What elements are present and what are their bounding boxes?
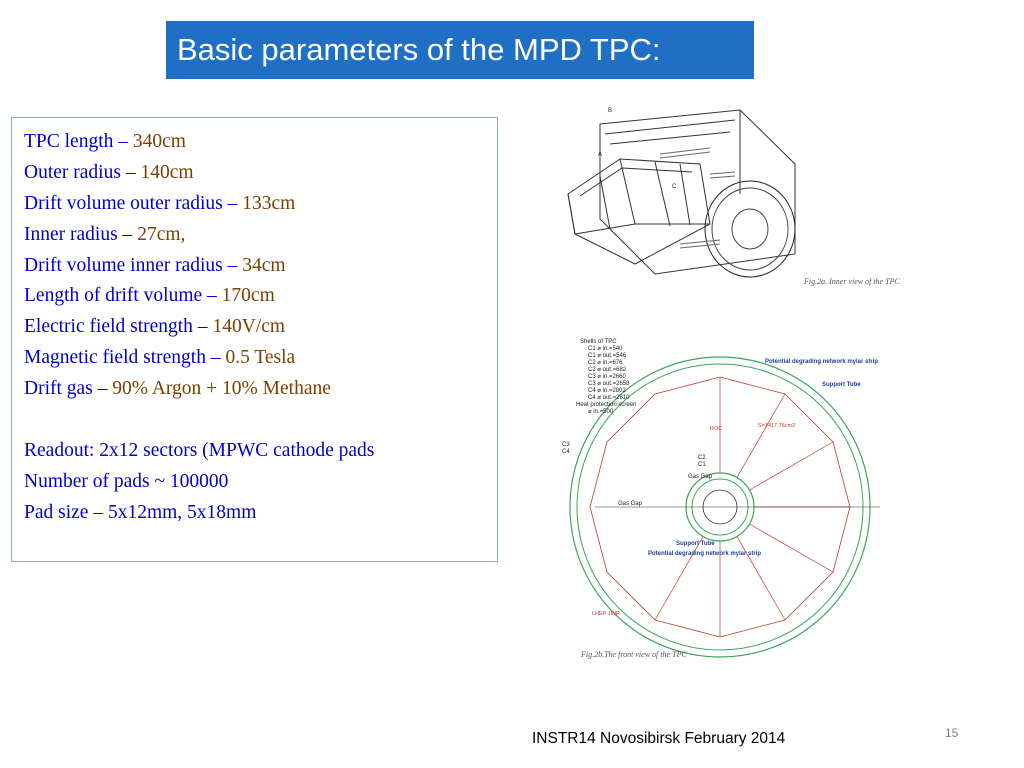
mylar-strip-top-label: Potential degrading network mylar strip: [765, 359, 879, 365]
param-label: Length of drift volume –: [24, 285, 222, 307]
figure-front-caption: Fig.2b.The front view of the TPC: [581, 650, 687, 659]
readout-line: Pad size – 5x12mm, 5x18mm: [24, 501, 257, 523]
param-label: Electric field strength –: [24, 316, 213, 338]
label-c: C: [672, 184, 677, 190]
tpc-inner-view-drawing: [560, 104, 930, 294]
shells-legend-10: ⌀ in.=500: [588, 409, 614, 415]
c1-label: C1: [698, 462, 706, 468]
c4-label: C4: [562, 449, 570, 455]
shells-legend-5: C3 ⌀ in.=2660: [588, 374, 626, 380]
param-value: 140V/cm: [212, 316, 286, 338]
param-value: 133cm: [242, 192, 296, 214]
param-line: [24, 312, 497, 343]
param-label: TPC length –: [24, 131, 133, 152]
gas-gap-inner-label: Gas Gap: [688, 474, 713, 480]
slide-number: 15: [945, 726, 959, 740]
shells-legend-0: Shells of TPC: [580, 339, 617, 345]
param-line: [24, 220, 497, 251]
label-a: A: [598, 152, 603, 158]
shells-legend-3: C2 ⌀ in.=676: [588, 360, 623, 366]
shells-legend-7: C4 ⌀ in.=2802: [588, 388, 626, 394]
param-label: Outer radius –: [24, 161, 141, 183]
param-line: [24, 251, 497, 282]
area-label: S=3417.76cm2: [758, 423, 796, 429]
support-tube-top-label: Support Tube: [822, 382, 861, 388]
shells-legend-4: C2 ⌀ out.=682: [588, 367, 627, 373]
param-value: 170cm: [221, 285, 275, 307]
gas-gap-outer-label: Gas Gap: [618, 501, 643, 507]
lhep-label: LHEP JINR: [592, 611, 621, 617]
tpc-inner-view-figure: [560, 104, 930, 294]
param-line: [24, 127, 497, 158]
shells-legend-8: C4 ⌀ out.=2810: [588, 395, 630, 401]
readout-line: Readout: 2x12 sectors (MPWC cathode pads: [24, 439, 375, 461]
c2-label: C2: [698, 455, 706, 461]
footer-text: INSTR14 Novosibirsk February 2014: [532, 730, 786, 747]
param-label: Magnetic field strength –: [24, 347, 226, 369]
support-tube-bottom-label: Support Tube: [676, 541, 715, 547]
param-value: 340cm: [132, 131, 186, 152]
param-line: [24, 158, 497, 189]
param-line: [24, 189, 497, 220]
param-value: 140cm: [140, 161, 194, 183]
param-line: [24, 281, 497, 312]
param-label: Inner radius –: [24, 223, 138, 245]
param-line: [24, 343, 497, 374]
tpc-front-view-figure: [560, 333, 900, 663]
param-label: Drift volume inner radius –: [24, 254, 243, 276]
spacer: [24, 405, 497, 436]
roc-label: ROC: [710, 426, 723, 432]
parameters-box: [11, 117, 498, 562]
slide-title: Basic parameters of the MPD TPC:: [166, 21, 754, 79]
param-value: 34cm: [242, 254, 286, 276]
tpc-front-view-drawing: [560, 333, 900, 663]
shells-legend-9: Heat protection screen: [576, 402, 637, 408]
shells-legend-2: C1 ⌀ out.=546: [588, 353, 627, 359]
param-value: 90% Argon + 10% Methane: [112, 378, 331, 400]
mylar-strip-bottom-label: Potential degrading network mylar strip: [648, 551, 762, 557]
param-label: Drift gas –: [24, 378, 113, 400]
readout-line: Number of pads ~ 100000: [24, 470, 229, 492]
c3-label: C3: [562, 442, 570, 448]
param-label: Drift volume outer radius –: [24, 192, 243, 214]
param-value: 27cm,: [137, 223, 186, 245]
shells-legend-6: C3 ⌀ out.=2658: [588, 381, 630, 387]
shells-legend-1: C1 ⌀ in.=540: [588, 346, 623, 352]
param-value: 0.5 Tesla: [225, 347, 296, 369]
figure-inner-caption: Fig.2a. Inner view of the TPC: [804, 277, 900, 286]
label-b: B: [608, 108, 613, 114]
param-line: [24, 374, 497, 405]
